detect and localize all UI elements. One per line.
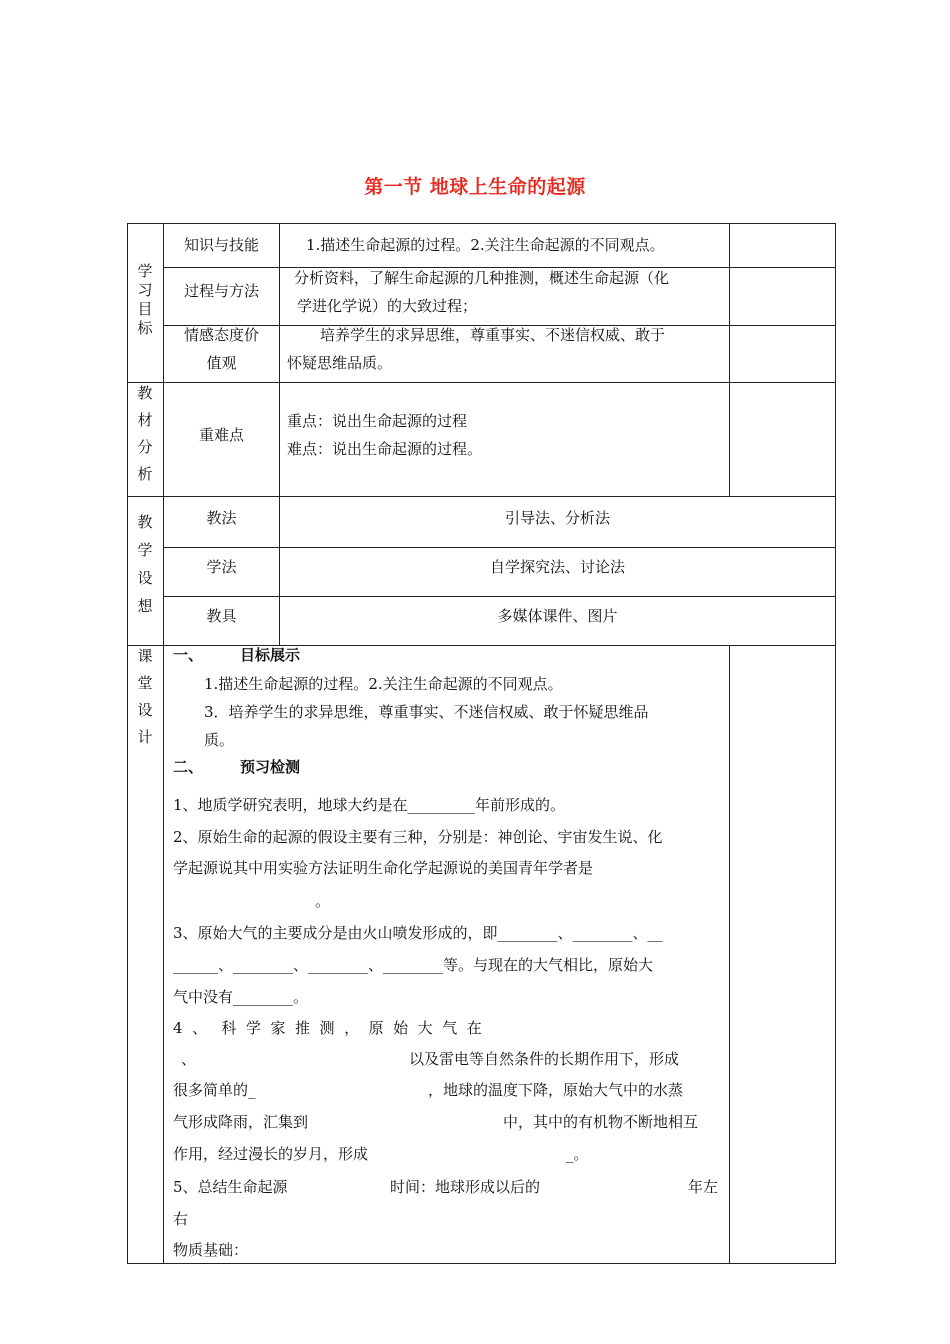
design-label-char: 设 bbox=[137, 569, 153, 587]
lesson-label-char: 设 bbox=[137, 701, 153, 719]
design-row-label: 教法 bbox=[206, 509, 237, 527]
objective-line: 3．培养学生的求异思维，尊重事实、不迷信权威、敢于怀疑思维品 bbox=[204, 703, 649, 721]
analysis-label-char: 教 bbox=[137, 384, 153, 402]
design-row-label: 教具 bbox=[206, 607, 237, 625]
goal-row-content: 1.描述生命起源的过程。2.关注生命起源的不同观点。 bbox=[306, 236, 665, 254]
question-4: 作用，经过漫长的岁月，形成 bbox=[173, 1145, 369, 1163]
goal-row-content: 分析资料，了解生命起源的几种推测，概述生命起源（化 bbox=[294, 269, 670, 287]
section-number: 二、 bbox=[173, 758, 204, 776]
design-row-value: 引导法、分析法 bbox=[504, 509, 610, 527]
question-3: ______、________、________、________等。与现在的大气相比，原始大 bbox=[173, 956, 654, 974]
question-5: 物质基础： bbox=[173, 1241, 249, 1259]
question-1: 1、地质学研究表明，地球大约是在_________年前形成的。 bbox=[173, 796, 566, 814]
question-4: 气形成降雨，汇集到 bbox=[173, 1113, 309, 1131]
lesson-label-char: 计 bbox=[137, 728, 153, 746]
design-row-label: 学法 bbox=[206, 558, 237, 576]
question-3: 气中没有________。 bbox=[173, 988, 309, 1006]
lesson-label bbox=[130, 643, 160, 751]
goal-row-label: 情感态度价 bbox=[183, 326, 259, 344]
question-4: _。 bbox=[566, 1145, 589, 1163]
question-2: 2、原始生命的起源的假设主要有三种，分别是：神创论、宇宙发生说、化 bbox=[173, 828, 663, 846]
goal-row-content: 怀疑思维品质。 bbox=[287, 354, 393, 372]
design-label-char: 想 bbox=[137, 597, 153, 615]
objective-line: 1.描述生命起源的过程。2.关注生命起源的不同观点。 bbox=[204, 675, 563, 693]
goals-label bbox=[130, 262, 160, 338]
goals-label-char: 习 bbox=[137, 281, 153, 299]
goal-row-label: 过程与方法 bbox=[183, 282, 259, 300]
section-title: 预习检测 bbox=[240, 758, 301, 776]
question-4: 以及雷电等自然条件的长期作用下，形成 bbox=[409, 1050, 680, 1068]
question-5: 时间：地球形成以后的 bbox=[390, 1178, 541, 1196]
goal-row-label: 知识与技能 bbox=[183, 236, 259, 254]
goals-label-char: 目 bbox=[137, 300, 153, 318]
analysis-row-label: 重难点 bbox=[198, 426, 244, 444]
page-title: 第一节 地球上生命的起源 bbox=[364, 176, 586, 198]
section-title: 目标展示 bbox=[240, 646, 301, 664]
analysis-difficulty: 难点：说出生命起源的过程。 bbox=[287, 440, 483, 458]
goal-row-content: 培养学生的求异思维，尊重事实、不迷信权威、敢于 bbox=[320, 326, 666, 344]
question-5: 年左 bbox=[688, 1178, 719, 1196]
objective-line: 质。 bbox=[204, 731, 235, 749]
lesson-label-char: 堂 bbox=[137, 674, 153, 692]
question-4: 4 、 科 学 家 推 测 ， 原 始 大 气 在 bbox=[173, 1019, 482, 1037]
analysis-label bbox=[130, 380, 160, 488]
question-2: 学起源说其中用实验方法证明生命化学起源说的美国青年学者是 bbox=[173, 859, 594, 877]
analysis-label-char: 材 bbox=[137, 411, 153, 429]
design-row-value: 多媒体课件、图片 bbox=[497, 607, 618, 625]
goals-label-char: 学 bbox=[137, 262, 153, 280]
goal-row-label: 值观 bbox=[206, 354, 237, 372]
section-number: 一、 bbox=[173, 646, 204, 664]
question-3: 3、原始大气的主要成分是由火山喷发形成的，即________、________、__ bbox=[173, 924, 663, 942]
analysis-label-char: 分 bbox=[137, 438, 153, 456]
lesson-label-char: 课 bbox=[137, 647, 153, 665]
question-4: 很多简单的_ bbox=[173, 1081, 256, 1099]
analysis-label-char: 析 bbox=[137, 465, 153, 483]
goals-label-char: 标 bbox=[137, 319, 153, 337]
design-label bbox=[130, 508, 160, 620]
question-4: ，地球的温度下降，原始大气中的水蒸 bbox=[428, 1081, 684, 1099]
analysis-key-point: 重点：说出生命起源的过程 bbox=[287, 412, 468, 430]
goal-row-content: 学进化学说）的大致过程； bbox=[297, 297, 478, 315]
design-label-char: 学 bbox=[137, 541, 153, 559]
question-5: 右 bbox=[173, 1210, 189, 1228]
question-4: 、 bbox=[181, 1050, 197, 1068]
design-row-value: 自学探究法、讨论法 bbox=[489, 558, 625, 576]
question-4: 中，其中的有机物不断地相互 bbox=[503, 1113, 699, 1131]
question-5: 5、总结生命起源 bbox=[173, 1178, 288, 1196]
design-label-char: 教 bbox=[137, 513, 153, 531]
question-2: 。 bbox=[315, 892, 331, 910]
